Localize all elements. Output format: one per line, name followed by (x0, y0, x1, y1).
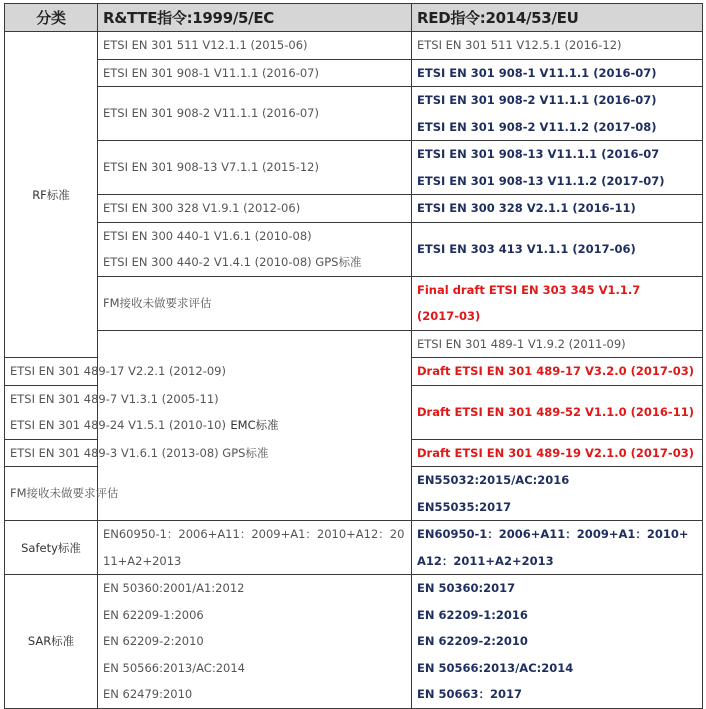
old-standard: EN 50360:2001/A1:2012 EN 62209-1:2006 EN 62209-2:2010 EN 50566:2013/AC:2014 EN 62479:2010 (98, 575, 412, 709)
old-standard: ETSI EN 301 908-2 V11.1.1 (2016-07) (98, 87, 412, 141)
category-emc: EMC标准 (98, 330, 412, 521)
category-safety: Safety标准 (5, 521, 98, 575)
old-standard: ETSI EN 300 440-1 V1.6.1 (2010-08) ETSI EN 300 440-2 V1.4.1 (2010-08) GPS标准 (98, 222, 412, 276)
header-category: 分类 (5, 4, 98, 32)
new-standard: Draft ETSI EN 301 489-19 V2.1.0 (2017-03) (412, 439, 703, 467)
old-standard: ETSI EN 301 489-3 V1.6.1 (2013-08) GPS标准 (5, 439, 98, 467)
new-standard: ETSI EN 300 328 V2.1.1 (2016-11) (412, 195, 703, 223)
header-row (5, 4, 703, 32)
table-row (5, 87, 703, 141)
new-standard: EN55032:2015/AC:2016 EN55035:2017 (412, 467, 703, 521)
old-standard: FM接收未做要求评估 (98, 276, 412, 330)
old-standard: ETSI EN 301 908-13 V7.1.1 (2015-12) (98, 141, 412, 195)
new-standard: ETSI EN 301 908-1 V11.1.1 (2016-07) (412, 59, 703, 87)
new-standard: ETSI EN 301 511 V12.5.1 (2016-12) (412, 32, 703, 60)
table-row (5, 59, 703, 87)
old-standard: ETSI EN 300 328 V1.9.1 (2012-06) (98, 195, 412, 223)
table-row (5, 330, 703, 358)
old-standard: ETSI EN 301 511 V12.1.1 (2015-06) (98, 32, 412, 60)
table-row (5, 195, 703, 223)
table-row (5, 521, 703, 575)
header-new-directive: RED指令:2014/53/EU (412, 4, 703, 32)
old-standard: ETSI EN 301 489-1 V1.9.2 (2011-09) (412, 330, 703, 358)
table-row (5, 141, 703, 195)
category-sar: SAR标准 (5, 575, 98, 709)
new-standard: ETSI EN 301 908-2 V11.1.1 (2016-07) ETSI EN 301 908-2 V11.1.2 (2017-08) (412, 87, 703, 141)
standards-comparison-table (4, 3, 703, 709)
old-standard: ETSI EN 301 489-7 V1.3.1 (2005-11) ETSI EN 301 489-24 V1.5.1 (2010-10) (5, 385, 98, 439)
table-row (5, 575, 703, 709)
table-row (5, 276, 703, 330)
table-row (5, 32, 703, 60)
new-standard: EN 50360:2017 EN 62209-1:2016 EN 62209-2:2010 EN 50566:2013/AC:2014 EN 50663：2017 (412, 575, 703, 709)
category-rf: RF标准 (5, 32, 98, 358)
new-standard: Draft ETSI EN 301 489-17 V3.2.0 (2017-03) (412, 358, 703, 386)
new-standard: Final draft ETSI EN 303 345 V1.1.7 (2017-03) (412, 276, 703, 330)
table-row (5, 222, 703, 276)
new-standard: EN60950-1：2006+A11：2009+A1：2010+A12：2011+A2+2013 (412, 521, 703, 575)
new-standard: ETSI EN 303 413 V1.1.1 (2017-06) (412, 222, 703, 276)
old-standard: FM接收未做要求评估 (5, 467, 98, 521)
old-standard: ETSI EN 301 489-17 V2.2.1 (2012-09) (5, 358, 98, 386)
old-standard: EN60950-1：2006+A11：2009+A1：2010+A12：2011+A2+2013 (98, 521, 412, 575)
new-standard: Draft ETSI EN 301 489-52 V1.1.0 (2016-11) (412, 385, 703, 439)
header-old-directive: R&TTE指令:1999/5/EC (98, 4, 412, 32)
new-standard: ETSI EN 301 908-13 V11.1.1 (2016-07 ETSI EN 301 908-13 V11.1.2 (2017-07) (412, 141, 703, 195)
old-standard: ETSI EN 301 908-1 V11.1.1 (2016-07) (98, 59, 412, 87)
